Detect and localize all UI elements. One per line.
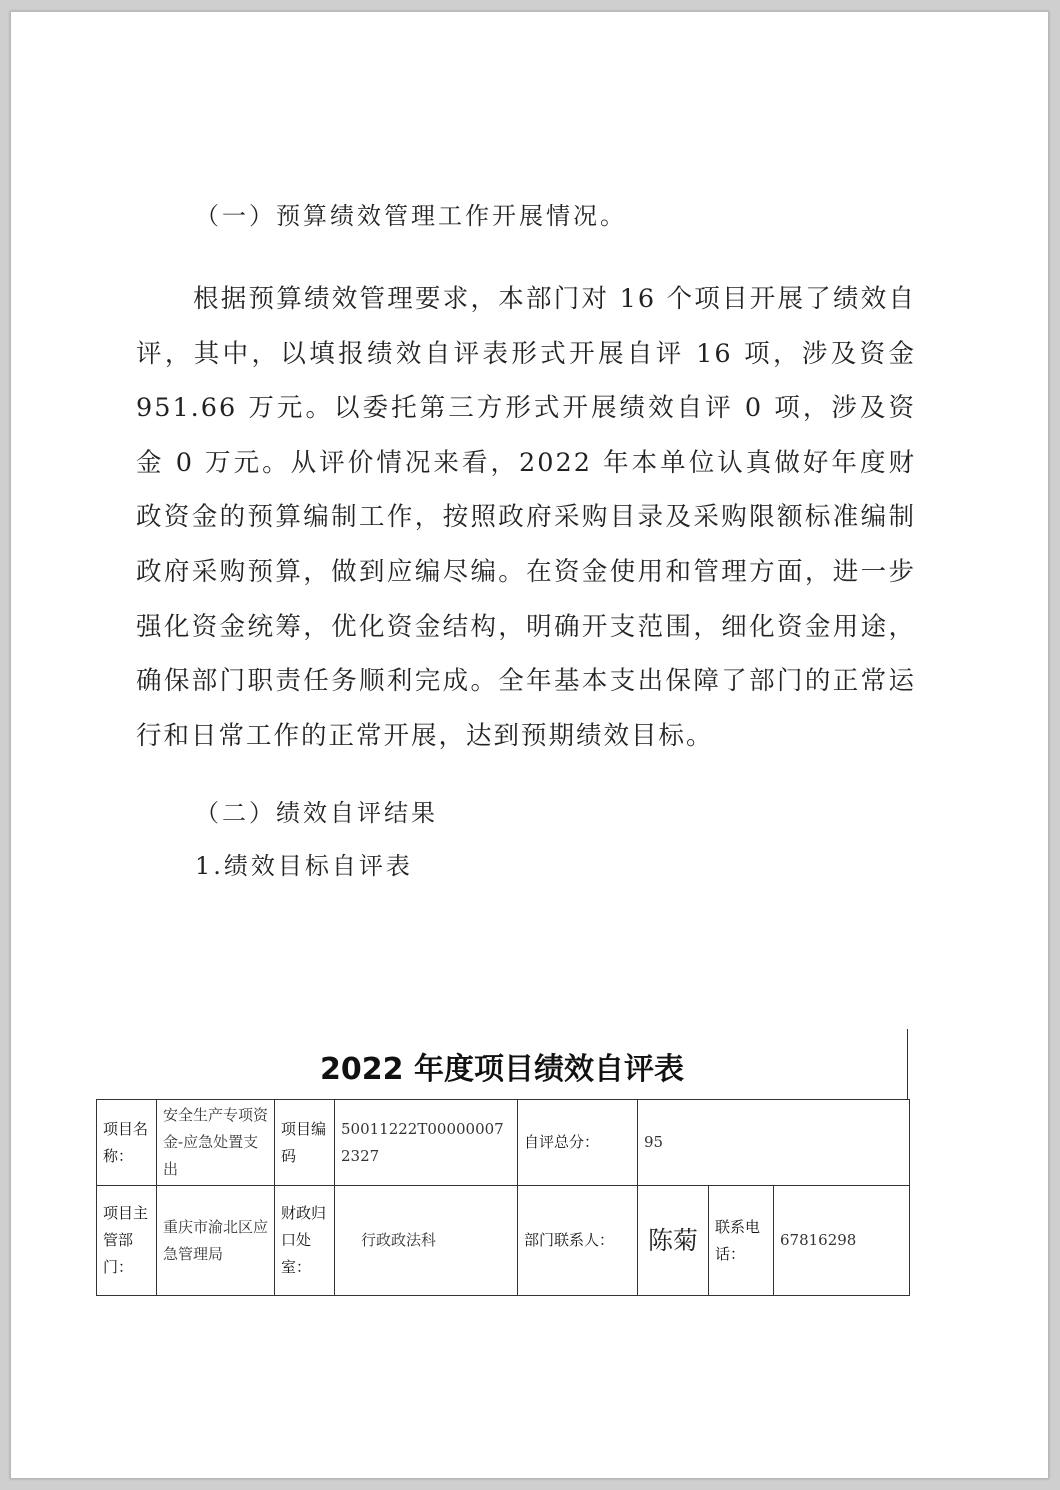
project-name-label: 项目名称：: [97, 1100, 157, 1186]
table-row: [97, 1186, 910, 1296]
dept-label: 项目主管部门：: [97, 1186, 157, 1296]
dept-value: 重庆市渝北区应急管理局: [157, 1186, 275, 1296]
project-code-label: 项目编码: [275, 1100, 335, 1186]
section-heading-budget-management: （一）预算绩效管理工作开展情况。: [195, 202, 627, 230]
total-score-label: 自评总分：: [518, 1100, 638, 1186]
finance-office-label: 财政归口处室：: [275, 1186, 335, 1296]
phone-label: 联系电话：: [709, 1186, 774, 1296]
evaluation-table: [96, 1099, 910, 1296]
project-name-value: 安全生产专项资金-应急处置支出: [157, 1100, 275, 1186]
contact-value: 陈菊: [638, 1186, 709, 1296]
contact-label: 部门联系人：: [518, 1186, 638, 1296]
body-paragraph: 根据预算绩效管理要求，本部门对 16 个项目开展了绩效自评，其中，以填报绩效自评表形式开展自评 16 项，涉及资金 951.66 万元。以委托第三方形式开展绩效自评 0 项，涉及资金 0 万元。从评价情况来看，2022 年本单位认真做好年度财政资金的预算编制工作，按照政府采购目录及采购限额标准编制政府采购预算，做到应编尽编。在资金使用和管理方面，进一步强化资金统筹，优化资金结构，明确开支范围，细化资金用途，确保部门职责任务顺利完成。全年基本支出保障了部门的正常运行和日常工作的正常开展，达到预期绩效目标。: [136, 284, 916, 751]
total-score-value: 95: [638, 1100, 910, 1186]
table-top-right-border: [907, 1029, 908, 1099]
phone-value: 67816298: [774, 1186, 910, 1296]
table-row: [97, 1100, 910, 1186]
project-code-value: 50011222T000000072327: [335, 1100, 518, 1186]
table-title: 2022 年度项目绩效自评表: [320, 1052, 684, 1087]
section-heading-self-evaluation-results: （二）绩效自评结果: [195, 799, 438, 827]
finance-office-value: 行政政法科: [335, 1186, 518, 1296]
subsection-heading-goal-table: 1.绩效目标自评表: [195, 852, 413, 880]
